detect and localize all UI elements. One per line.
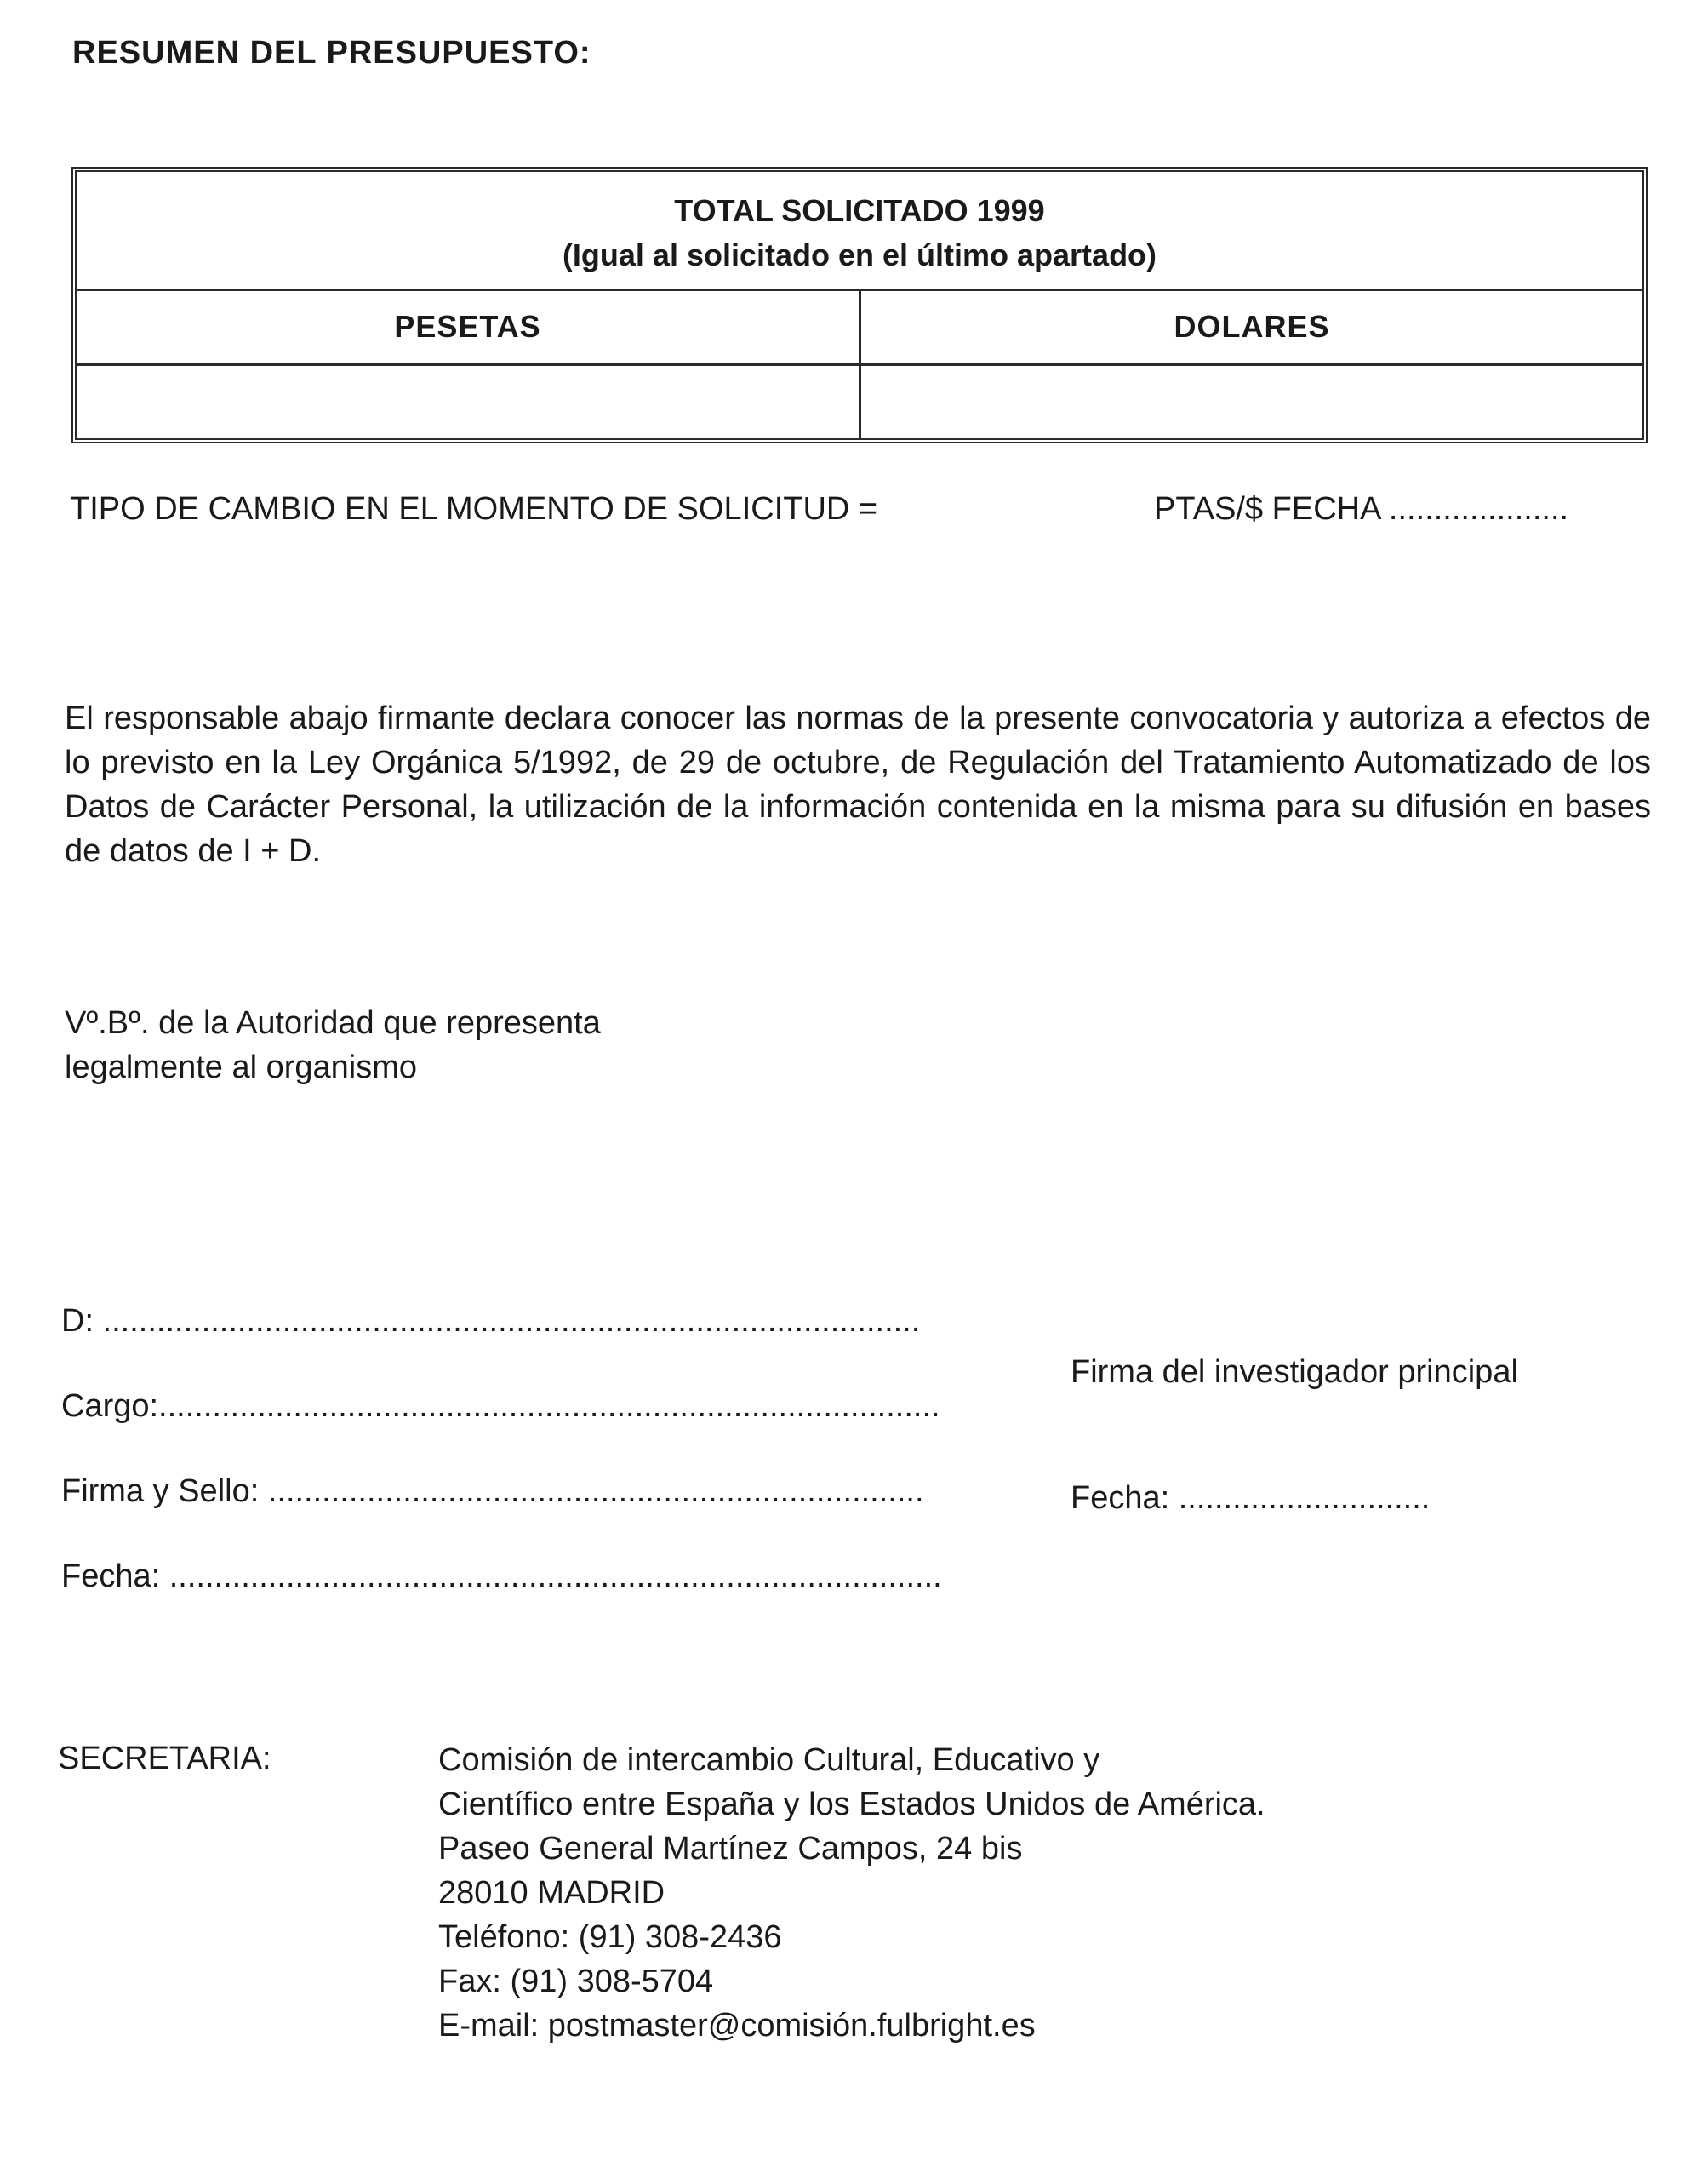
table-title-line-2: (Igual al solicitado en el último apartado)	[562, 237, 1157, 272]
address-line: Científico entre España y los Estados Unidos de América.	[438, 1787, 1265, 1822]
column-header-pesetas: PESETAS	[77, 291, 861, 363]
email-line: E-mail: postmaster@comisión.fulbright.es	[438, 2008, 1036, 2044]
secretaria-address	[438, 1738, 1265, 2048]
authority-approval-block	[65, 1001, 601, 1089]
table-value-row	[77, 366, 1642, 438]
table-header-row	[77, 291, 1642, 366]
address-line: Comisión de intercambio Cultural, Educativo y	[438, 1742, 1100, 1778]
principal-investigator-signature-label: Firma del investigador principal	[1071, 1354, 1518, 1390]
column-header-dolares: DOLARES	[1174, 309, 1330, 345]
pesetas-value-cell[interactable]	[77, 366, 861, 438]
declaration-paragraph: El responsable abajo firmante declara conocer las normas de la presente convocatoria y autoriza a efectos de lo previsto en la Ley Orgánica 5/1992, de 29 de octubre, de Regulación del Tratamiento Automatizado de los Datos de Carácter Personal, la utilización de la información contenida en la misma para su difusión en bases de datos de I + D.	[65, 700, 1651, 869]
cargo-field[interactable]: Cargo:.......................................................................................	[61, 1388, 940, 1424]
authority-approval-line-1: Vº.Bº. de la Autoridad que representa	[65, 1005, 601, 1041]
address-line: 28010 MADRID	[438, 1875, 665, 1911]
principal-investigator-fecha-field[interactable]: Fecha: ............................	[1071, 1480, 1431, 1516]
exchange-rate-label: TIPO DE CAMBIO EN EL MOMENTO DE SOLICITUD =	[70, 491, 878, 527]
table-title	[77, 172, 1642, 291]
page-heading: RESUMEN DEL PRESUPUESTO:	[72, 35, 591, 71]
table-title-line-1: TOTAL SOLICITADO 1999	[674, 193, 1045, 228]
dolares-value-cell[interactable]	[861, 366, 1642, 438]
budget-summary-table	[71, 167, 1648, 443]
phone-line: Teléfono: (91) 308-2436	[438, 1919, 782, 1955]
fax-line: Fax: (91) 308-5704	[438, 1964, 714, 1999]
d-name-field[interactable]: D: ...........................................................................................	[61, 1303, 921, 1339]
exchange-rate-date-field[interactable]: PTAS/$ FECHA ....................	[1154, 491, 1569, 527]
authority-approval-line-2: legalmente al organismo	[65, 1049, 418, 1085]
firma-sello-field[interactable]: Firma y Sello: .........................................................................	[61, 1473, 924, 1509]
secretaria-label: SECRETARIA:	[58, 1741, 271, 1776]
address-line: Paseo General Martínez Campos, 24 bis	[438, 1831, 1023, 1867]
fecha-field[interactable]: Fecha: ......................................................................................	[61, 1558, 942, 1594]
